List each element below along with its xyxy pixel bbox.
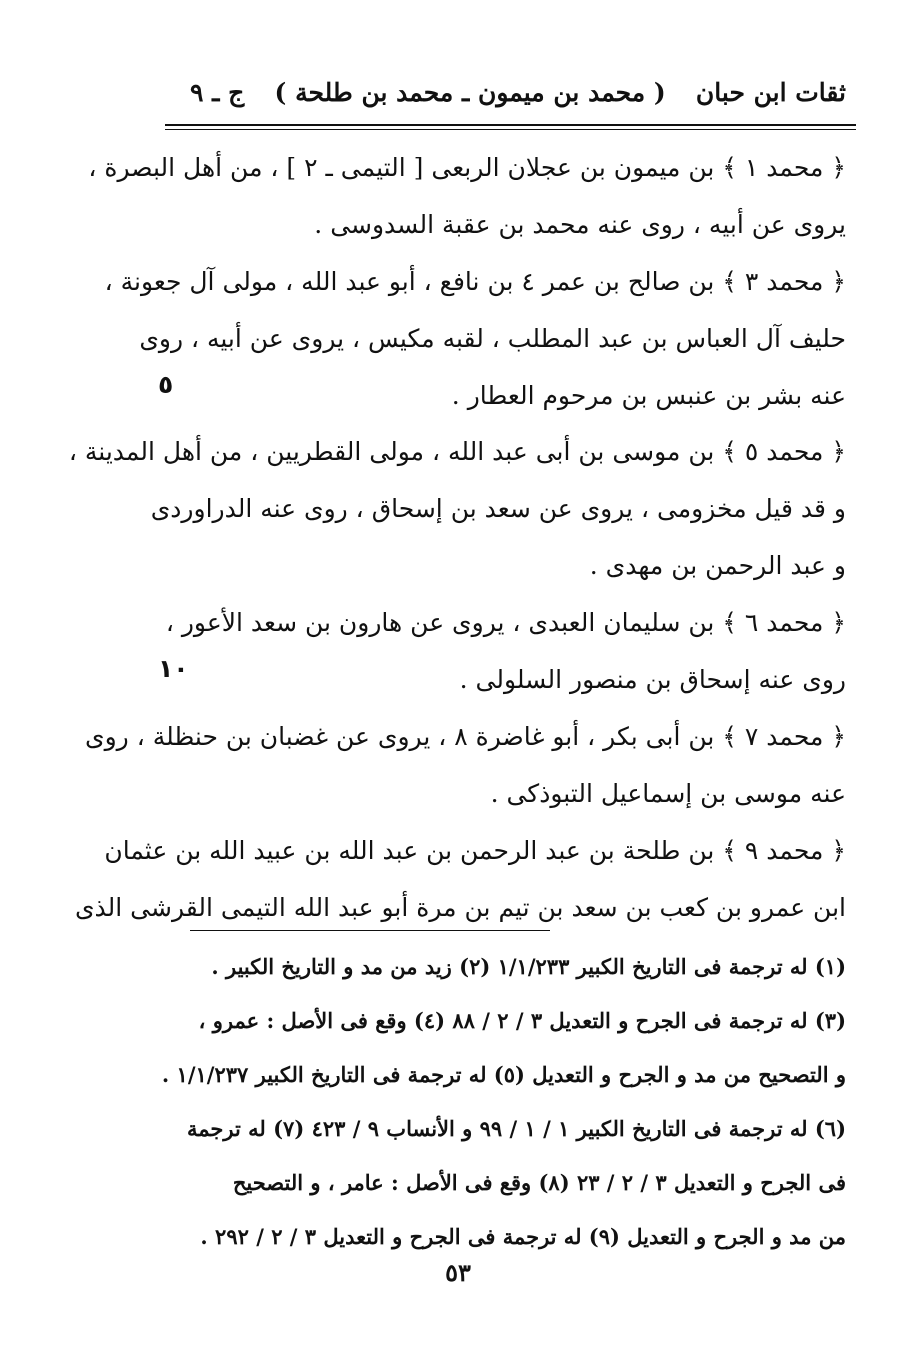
header-rule-thick [165, 124, 856, 126]
text-line: ﴿ محمد ١ ﴾ بن ميمون بن عجلان الربعى [ التيمى ـ ٢ ] ، من أهل البصرة ، [88, 153, 846, 182]
footnote-line: (٣) له ترجمة فى الجرح و التعديل ٣ / ٢ / ٨٨ (٤) وقع فى الأصل : عمرو ، [198, 1008, 846, 1033]
margin-line-number: ٥ [158, 370, 174, 399]
footnote-line: و التصحيح من مد و الجرح و التعديل (٥) له ترجمة فى التاريخ الكبير ١/١/٢٣٧ . [161, 1062, 846, 1087]
footnote-line: من مد و الجرح و التعديل (٩) له ترجمة فى الجرح و التعديل ٣ / ٢ / ٢٩٢ . [200, 1224, 846, 1249]
text-line: ﴿ محمد ٣ ﴾ بن صالح بن عمر ٤ بن نافع ، أبو عبد الله ، مولى آل جعونة ، [104, 266, 846, 296]
footnote-line: فى الجرح و التعديل ٣ / ٢ / ٢٣ (٨) وقع فى الأصل : عامر ، و التصحيح [232, 1170, 846, 1195]
footnotes [161, 940, 846, 1264]
text-line: ابن عمرو بن كعب بن سعد بن تيم بن مرة أبو عبد الله التيمى القرشى الذى [74, 892, 846, 922]
text-line: روى عنه إسحاق بن منصور السلولى . [459, 665, 846, 695]
page-number: ٥٣ [445, 1258, 471, 1287]
volume-number: ج ـ ٩ [190, 77, 245, 107]
text-line: ﴿ محمد ٥ ﴾ بن موسى بن أبى عبد الله ، مولى القطريين ، من أهل المدينة ، [68, 437, 846, 467]
text-line: عنه بشر بن عنبس بن مرحوم العطار . [451, 380, 846, 410]
text-line: ﴿ محمد ٩ ﴾ بن طلحة بن عبد الرحمن بن عبد الله بن عبيد الله بن عثمان [104, 835, 846, 865]
text-line: و قد قيل مخزومى ، يروى عن سعد بن إسحاق ، روى عنه الدراوردى [150, 494, 846, 524]
text-line: ﴿ محمد ٧ ﴾ بن أبى بكر ، أبو غاضرة ٨ ، يروى عن غضبان بن حنظلة ، روى [85, 721, 846, 751]
running-header [190, 72, 846, 112]
entry-range: ( محمد بن ميمون ـ محمد بن طلحة ) [274, 77, 666, 107]
header-rule-thin [165, 129, 856, 130]
footnote-separator [190, 930, 550, 931]
text-line: يروى عن أبيه ، روى عنه محمد بن عقبة السدوسى . [314, 209, 846, 239]
margin-line-number: ١٠ [158, 654, 189, 683]
footnote-line: (١) له ترجمة فى التاريخ الكبير ١/١/٢٣٣ (٢) زيد من مد و التاريخ الكبير . [211, 954, 846, 979]
text-line: و عبد الرحمن بن مهدى . [589, 551, 846, 581]
text-line: ﴿ محمد ٦ ﴾ بن سليمان العبدى ، يروى عن هارون بن سعد الأعور ، [165, 608, 846, 638]
footnote-line: (٦) له ترجمة فى التاريخ الكبير ١ / ١ / ٩٩ و الأنساب ٩ / ٤٢٣ (٧) له ترجمة [187, 1116, 846, 1141]
text-line: حليف آل العباس بن عبد المطلب ، لقبه مكيس ، يروى عن أبيه ، روى [139, 323, 846, 353]
text-line: عنه موسى بن إسماعيل التبوذكى . [490, 778, 846, 808]
book-title: ثقات ابن حبان [695, 77, 846, 107]
